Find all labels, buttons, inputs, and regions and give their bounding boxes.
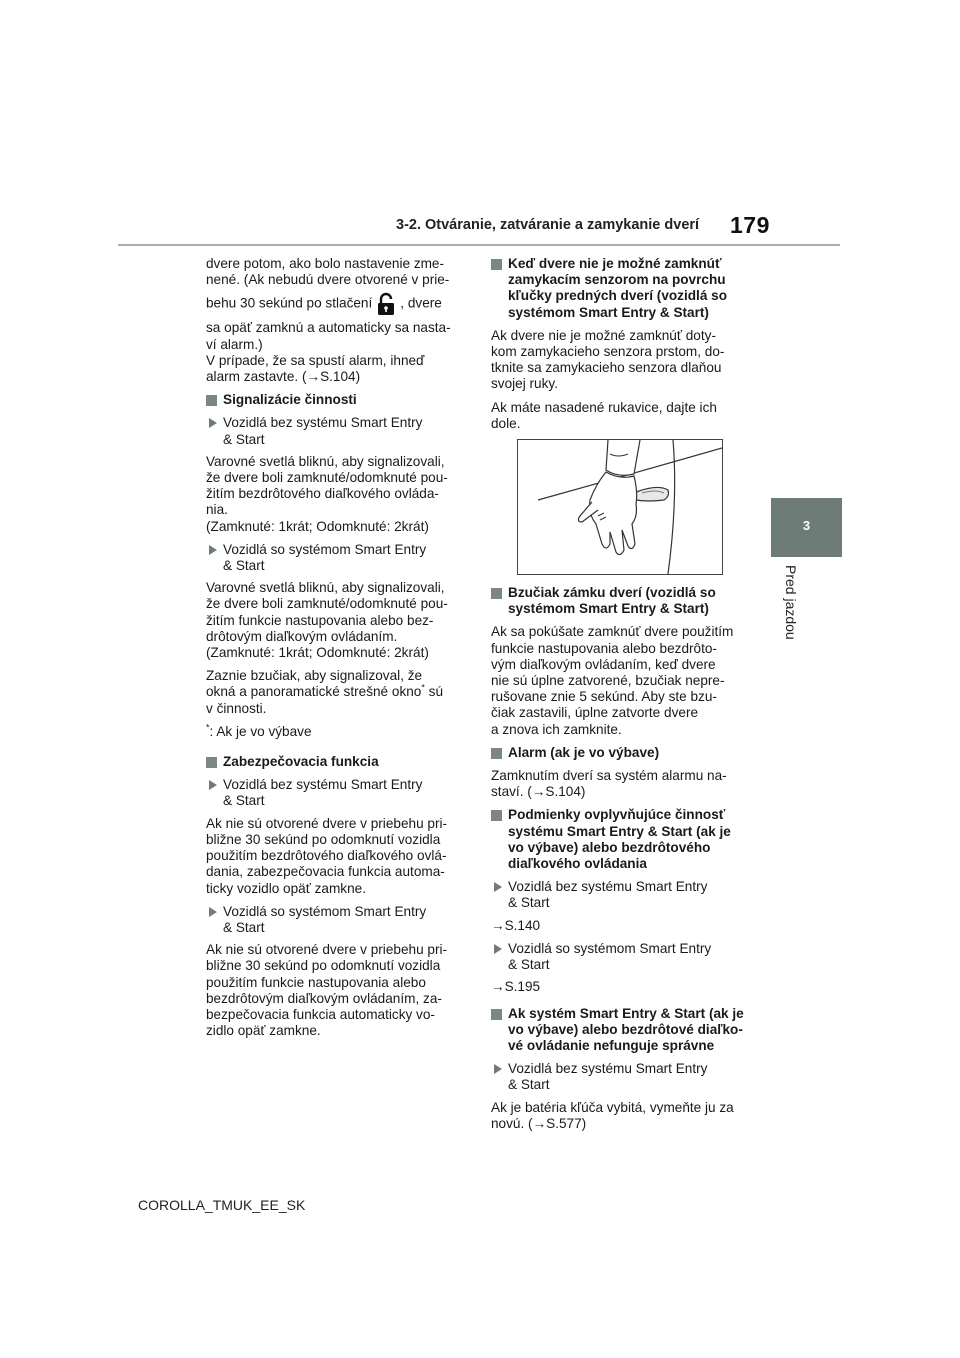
paragraph: sa opäť zamknú a automaticky sa nasta- ví alarm.) V prípade, že sa spustí alarm, ihneď alarm zastavte. (→S.104) (206, 320, 451, 385)
heading-text: Bzučiak zámku dverí (vozidlá so systémom Smart Entry & Start) (508, 585, 716, 617)
triangle-bullet-icon (494, 944, 502, 954)
item-text: Vozidlá bez systému Smart Entry & Start (223, 777, 423, 809)
list-item (206, 415, 468, 447)
list-item (491, 879, 749, 911)
heading-text: Signalizácie činnosti (223, 392, 357, 408)
heading-text: Podmienky ovplyvňujúce činnosť systému Smart Entry & Start (ak je vo výbave) alebo bezdrôtového diaľkového ovládania (508, 807, 731, 872)
section-title: 3-2. Otváranie, zatváranie a zamykanie dverí (396, 217, 700, 233)
paragraph (206, 292, 468, 316)
paragraph: Ak je batéria kľúča vybitá, vymeňte ju za novú. (→S.577) (491, 1099, 734, 1131)
left-column (206, 256, 468, 1046)
chapter-number: 3 (802, 518, 811, 533)
item-text: Vozidlá bez systému Smart Entry & Start (508, 879, 708, 911)
document-code: COROLLA_TMUK_EE_SK (138, 1197, 306, 1213)
heading-text: Ak systém Smart Entry & Start (ak je vo výbave) alebo bezdrôtové diaľko- vé ovládanie nefunguje správne (508, 1005, 744, 1053)
section-heading-alarm (491, 745, 749, 761)
text: sú v činnosti. (206, 684, 444, 716)
right-column (491, 256, 749, 1139)
square-bullet-icon (206, 395, 217, 406)
text: behu 30 sekúnd po stlačení (206, 296, 373, 311)
paragraph: Varovné svetlá bliknú, aby signalizovali, že dvere boli zamknuté/odomknuté pou- žitím bezdrôtového diaľkového ovláda- nia. (Zamknuté: 1krát; Odomknuté: 2krát) (206, 453, 448, 534)
square-bullet-icon (491, 810, 502, 821)
item-text: Vozidlá bez systému Smart Entry & Start (508, 1061, 708, 1093)
square-bullet-icon (491, 588, 502, 599)
triangle-bullet-icon (209, 780, 217, 790)
item-text: Vozidlá bez systému Smart Entry & Start (223, 415, 423, 447)
list-item (206, 904, 468, 936)
page-reference: →S.195 (491, 979, 541, 995)
list-item (491, 941, 749, 973)
section-heading-security (206, 754, 468, 770)
item-text: Vozidlá so systémom Smart Entry & Start (223, 903, 427, 935)
chapter-label: Pred jazdou (783, 565, 799, 640)
triangle-bullet-icon (209, 907, 217, 917)
text: , dvere (400, 296, 442, 311)
paragraph: dvere potom, ako bolo nastavenie zme- nené. (Ak nebudú dvere otvorené v prie- (206, 256, 450, 288)
square-bullet-icon (206, 757, 217, 768)
square-bullet-icon (491, 748, 502, 759)
footnote-text: : Ak je vo výbave (209, 723, 312, 739)
list-item (206, 777, 468, 809)
paragraph: Ak nie sú otvorené dvere v priebehu pri- bližne 30 sekúnd po odomknutí vozidla použitím bezdrôtového diaľkového ovlá- dania, zabezpečovacia funkcia automa- ticky vozidlo opäť zamkne. (206, 815, 448, 896)
footnote-marker: * (206, 722, 210, 733)
paragraph: Ak nie sú otvorené dvere v priebehu pri- bližne 30 sekúnd po odomknutí vozidla použitím funkcie nastupovania alebo bezdrôtovým diaľkovým ovládaním, za- bezpečovacia funkcia automaticky vo- zidlo opäť zamkne. (206, 942, 448, 1039)
paragraph: Zamknutím dverí sa systém alarmu na- staví. (→S.104) (491, 768, 727, 800)
heading-text: Alarm (ak je vo výbave) (508, 744, 660, 760)
section-heading-conditions (491, 807, 749, 872)
triangle-bullet-icon (494, 882, 502, 892)
section-heading-signals (206, 392, 468, 408)
lock-icon (375, 292, 397, 316)
item-text: Vozidlá so systémom Smart Entry & Start (223, 541, 427, 574)
page-number: 179 (730, 212, 770, 238)
paragraph: Ak sa pokúšate zamknúť dvere použitím funkcie nastupovania alebo bezdrôto- vým diaľkovým ovládaním, keď dvere nie sú úplne zatvorené, bzučiak nepre- rušovane znie 5 sekúnd. Aby ste bzu- čiak zastavili, úplne zatvorte dvere a znova ich zamknite. (491, 624, 734, 737)
square-bullet-icon (491, 259, 502, 270)
paragraph: Ak máte nasadené rukavice, dajte ich dole. (491, 399, 717, 431)
paragraph: Varovné svetlá bliknú, aby signalizovali, že dvere boli zamknuté/odomknuté pou- žitím funkcie nastupovania alebo bez- drôtovým diaľkovým ovládaním. (Zamknuté: 1krát; Odomknuté: 2krát) (206, 580, 448, 661)
item-text: Vozidlá so systémom Smart Entry & Start (508, 940, 712, 973)
square-bullet-icon (491, 1009, 502, 1020)
heading-text: Keď dvere nie je možné zamknúť zamykacím senzorom na povrchu kľučky predných dverí (vozidlá so systémom Smart Entry & Start) (508, 256, 728, 320)
section-heading-malfunction (491, 1006, 749, 1055)
paragraph: Ak dvere nie je možné zamknúť doty- kom zamykacieho senzora prstom, do- tknite sa zamykacieho senzora dlaňou svojej ruky. (491, 327, 725, 392)
hand-on-door-handle-illustration (517, 439, 723, 575)
footnote (206, 724, 468, 740)
section-heading-cannot-lock (491, 256, 749, 321)
section-heading-buzzer (491, 585, 749, 617)
heading-text: Zabezpečovacia funkcia (223, 754, 379, 770)
list-item (491, 1061, 749, 1093)
text: Zaznie bzučiak, aby signalizoval, že okná a panoramatické strešné okno (206, 668, 423, 700)
list-item (206, 542, 468, 574)
triangle-bullet-icon (494, 1064, 502, 1074)
header-divider (118, 244, 840, 246)
triangle-bullet-icon (209, 545, 217, 555)
paragraph (206, 668, 468, 717)
footnote-marker: * (421, 682, 425, 693)
page-reference: →S.140 (491, 917, 541, 933)
triangle-bullet-icon (209, 418, 217, 428)
